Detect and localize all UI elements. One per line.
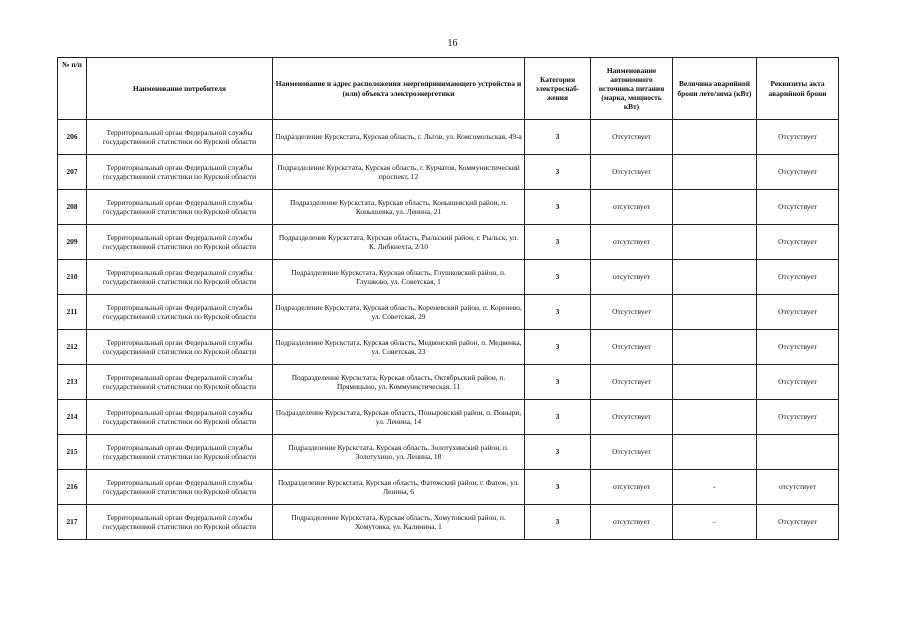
cell-number: 212 <box>58 330 87 365</box>
header-consumer: Наименование потребителя <box>87 58 273 120</box>
cell-act: Отсутствует <box>757 505 839 540</box>
header-category: Категория электроснаб-жения <box>525 58 591 120</box>
cell-consumer: Территориальный орган Федеральной службы государственной статистики по Курской области <box>87 365 273 400</box>
cell-category: 3 <box>525 365 591 400</box>
cell-reserve <box>673 260 757 295</box>
cell-reserve <box>673 330 757 365</box>
table-row <box>58 435 839 470</box>
cell-number: 209 <box>58 225 87 260</box>
cell-reserve <box>673 120 757 155</box>
cell-category: 3 <box>525 295 591 330</box>
table-row <box>58 505 839 540</box>
cell-power-source: отсутствует <box>591 225 673 260</box>
cell-number: 211 <box>58 295 87 330</box>
cell-address: Подразделение Курскстата, Курская область, Фатежский район, г. Фатеж, ул. Ленина, 6 <box>273 470 525 505</box>
cell-address: Подразделение Курскстата, Курская область, г. Курчатов, Коммунистический проспект, 12 <box>273 155 525 190</box>
cell-number: 217 <box>58 505 87 540</box>
table-row <box>58 365 839 400</box>
cell-address: Подразделение Курскстата, Курская область, Хомутовский район, п. Хомутовка, ул. Калинина, 1 <box>273 505 525 540</box>
cell-consumer: Территориальный орган Федеральной службы государственной статистики по Курской области <box>87 470 273 505</box>
table-row <box>58 120 839 155</box>
cell-act: Отсутствует <box>757 330 839 365</box>
cell-reserve: - <box>673 470 757 505</box>
cell-act: Отсутствует <box>757 260 839 295</box>
cell-consumer: Территориальный орган Федеральной службы государственной статистики по Курской области <box>87 330 273 365</box>
cell-act: Отсутствует <box>757 365 839 400</box>
cell-power-source: Отсутствует <box>591 120 673 155</box>
cell-act: Отсутствует <box>757 295 839 330</box>
cell-address: Подразделение Курскстата, Курская область, Кореневский район, п. Коренево, ул. Советская, 29 <box>273 295 525 330</box>
header-number: № п/п <box>58 58 87 120</box>
table-row <box>58 260 839 295</box>
cell-category: 3 <box>525 400 591 435</box>
cell-consumer: Территориальный орган Федеральной службы государственной статистики по Курской области <box>87 295 273 330</box>
cell-act <box>757 435 839 470</box>
cell-reserve <box>673 225 757 260</box>
table-header-row <box>58 58 839 120</box>
cell-number: 215 <box>58 435 87 470</box>
cell-consumer: Территориальный орган Федеральной службы государственной статистики по Курской области <box>87 260 273 295</box>
cell-number: 210 <box>58 260 87 295</box>
cell-act: Отсутствует <box>757 120 839 155</box>
cell-power-source: отсутствует <box>591 470 673 505</box>
cell-category: 3 <box>525 435 591 470</box>
header-address: Наименование и адрес расположения энергопринимающего устройства и (или) объекта электроэнергетики <box>273 58 525 120</box>
cell-power-source: Отсутствует <box>591 435 673 470</box>
cell-address: Подразделение Курскстата, Курская область, г. Льгов, ул. Комсомольская, 49-а <box>273 120 525 155</box>
cell-number: 216 <box>58 470 87 505</box>
cell-category: 3 <box>525 260 591 295</box>
cell-consumer: Территориальный орган Федеральной службы государственной статистики по Курской области <box>87 400 273 435</box>
cell-category: 3 <box>525 225 591 260</box>
cell-category: 3 <box>525 190 591 225</box>
cell-address: Подразделение Курскстата, Курская область, Рыльский район, г. Рыльск, ул. К. Либкнехта, 2/10 <box>273 225 525 260</box>
cell-reserve <box>673 295 757 330</box>
cell-power-source: отсутствует <box>591 505 673 540</box>
cell-category: 3 <box>525 470 591 505</box>
cell-category: 3 <box>525 155 591 190</box>
cell-consumer: Территориальный орган Федеральной службы государственной статистики по Курской области <box>87 155 273 190</box>
cell-category: 3 <box>525 120 591 155</box>
cell-act: отсутствует <box>757 470 839 505</box>
cell-number: 214 <box>58 400 87 435</box>
cell-number: 207 <box>58 155 87 190</box>
cell-act: Отсутствует <box>757 190 839 225</box>
cell-consumer: Территориальный орган Федеральной службы государственной статистики по Курской области <box>87 225 273 260</box>
table-row <box>58 295 839 330</box>
cell-power-source: Отсутствует <box>591 155 673 190</box>
cell-power-source: Отсутствует <box>591 295 673 330</box>
cell-address: Подразделение Курскстата, Курская область, Медвенский район, п. Медвенка, ул. Советская, 23 <box>273 330 525 365</box>
header-act: Реквизиты акта аварийной брони <box>757 58 839 120</box>
cell-number: 208 <box>58 190 87 225</box>
emergency-reserve-table <box>57 57 839 540</box>
cell-category: 3 <box>525 330 591 365</box>
table-row <box>58 190 839 225</box>
header-power-source: Наименование автономного источника питания (марка, мощность кВт) <box>591 58 673 120</box>
cell-address: Подразделение Курскстата, Курская область, Золотухинский район, п. Золотухино, ул. Ленина, 18 <box>273 435 525 470</box>
cell-reserve <box>673 400 757 435</box>
table-row <box>58 155 839 190</box>
cell-consumer: Территориальный орган Федеральной службы государственной статистики по Курской области <box>87 120 273 155</box>
page-number: 16 <box>447 38 458 49</box>
cell-power-source: отсутствует <box>591 260 673 295</box>
cell-number: 206 <box>58 120 87 155</box>
cell-reserve <box>673 365 757 400</box>
cell-reserve: - <box>673 505 757 540</box>
cell-power-source: Отсутствует <box>591 400 673 435</box>
cell-number: 213 <box>58 365 87 400</box>
cell-consumer: Территориальный орган Федеральной службы государственной статистики по Курской области <box>87 190 273 225</box>
cell-reserve <box>673 435 757 470</box>
cell-act: Отсутствует <box>757 155 839 190</box>
header-reserve: Величина аварийной брони лето/зима (кВт) <box>673 58 757 120</box>
cell-consumer: Территориальный орган Федеральной службы государственной статистики по Курской области <box>87 435 273 470</box>
table-row <box>58 400 839 435</box>
table-row <box>58 225 839 260</box>
cell-address: Подразделение Курскстата, Курская область, Конышевский район, п. Конышевка, ул. Ленина, 21 <box>273 190 525 225</box>
cell-power-source: Отсутствует <box>591 330 673 365</box>
cell-address: Подразделение Курскстата, Курская область, Глушковский район, п. Глушково, ул. Советская, 1 <box>273 260 525 295</box>
table-row <box>58 330 839 365</box>
cell-reserve <box>673 190 757 225</box>
cell-address: Подразделение Курскстата, Курская область, Октябрьский район, п. Прямицыно, ул. Коммунистическая, 11 <box>273 365 525 400</box>
cell-act: Отсутствует <box>757 400 839 435</box>
cell-address: Подразделение Курскстата, Курская область, Поныровский район, п. Поныри, ул. Ленина, 14 <box>273 400 525 435</box>
cell-act: Отсутствует <box>757 225 839 260</box>
cell-consumer: Территориальный орган Федеральной службы государственной статистики по Курской области <box>87 505 273 540</box>
table-row <box>58 470 839 505</box>
cell-power-source: Отсутствует <box>591 365 673 400</box>
cell-reserve <box>673 155 757 190</box>
cell-category: 3 <box>525 505 591 540</box>
cell-power-source: отсутствует <box>591 190 673 225</box>
